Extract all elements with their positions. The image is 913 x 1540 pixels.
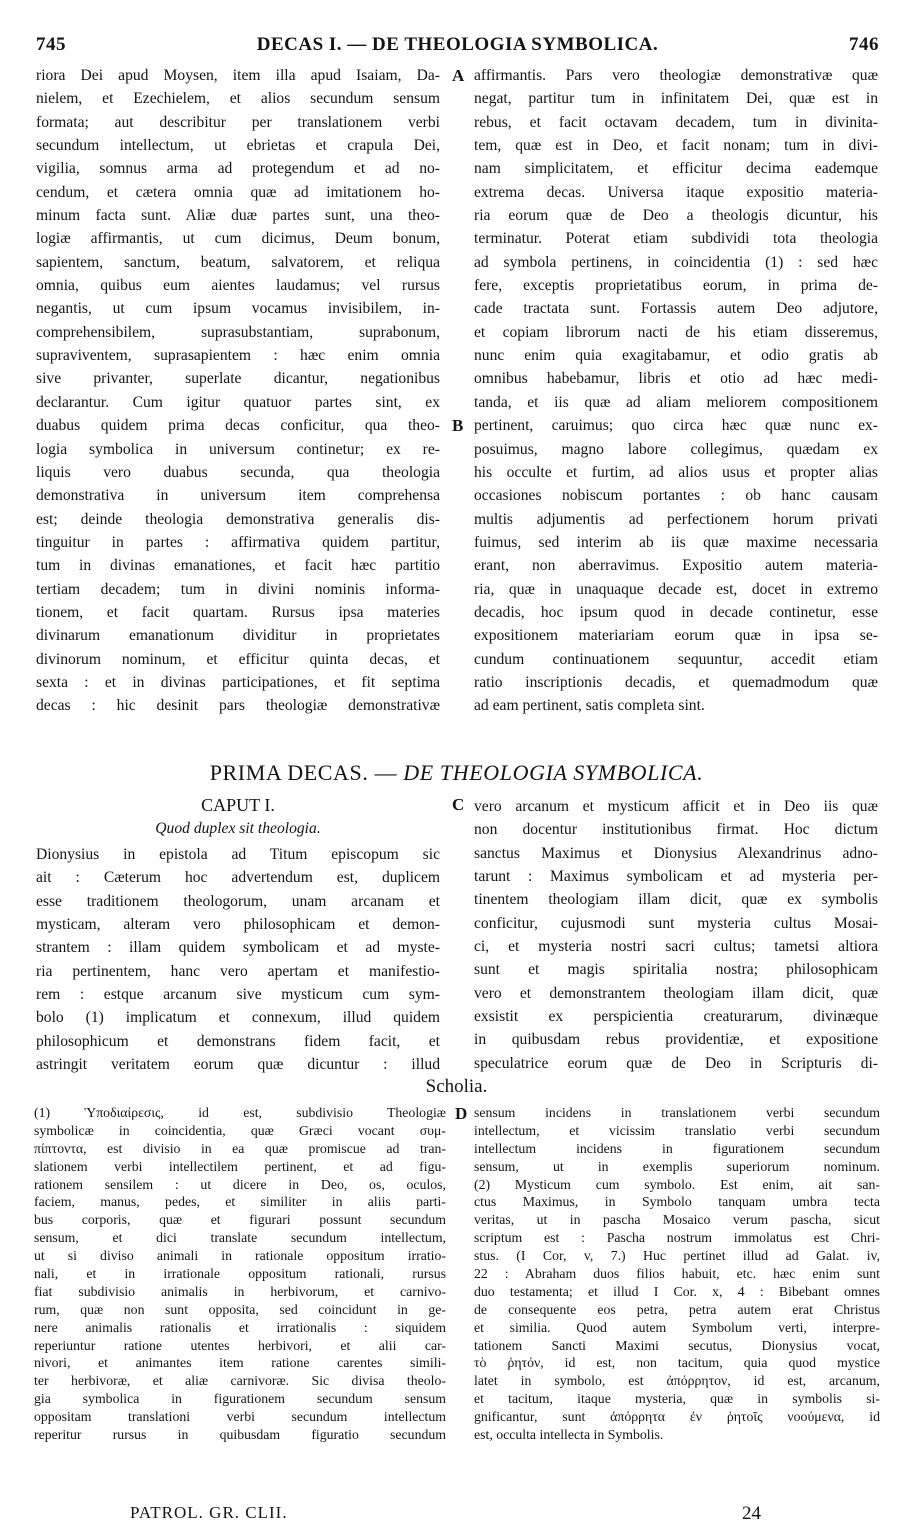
text-line: secundum intellectum, ut ebrietas et crapula Dei,: [36, 137, 440, 155]
chapter-right-column: [474, 795, 878, 1075]
scholia-left-column: [34, 1104, 446, 1444]
text-line: tem, quæ est in Deo, et facit nonam; tum in divi-: [474, 137, 878, 155]
text-line: mysticam, alteram vero philosophicam et demon-: [36, 916, 440, 934]
text-line: ratio inscriptionis decadis, et quemadmodum quæ: [474, 673, 878, 691]
text-line: latet in symbolo, est ἀπόρρητον, id est, arcanum,: [474, 1373, 880, 1389]
text-line: divinarum emanationum dividitur in proprietates: [36, 627, 440, 645]
text-line: duo testamenta; et illud I Cor. x, 4 : Bibebant omnes: [474, 1283, 880, 1299]
footer-signature: 24: [742, 1503, 761, 1524]
text-line: gnificantur, sunt ἀπόρρητα ἐν ῥητοῖς νοούμενα, id: [474, 1409, 880, 1425]
text-line: nali, et in irrationale oppositum rationali, rursus: [34, 1266, 446, 1282]
text-line: divinorum nominum, et efficitur quinta decas, et: [36, 650, 440, 668]
text-line: declarantur. Cum igitur quatuor partes sint, ex: [36, 393, 440, 411]
text-line: philosophicum et demonstrans fidem facit, et: [36, 1032, 440, 1050]
text-line: cundum continuationem sequuntur, accedit etiam: [474, 650, 878, 668]
scholia-right-column: [474, 1104, 880, 1444]
text-line: et similia. Quod autem Symbolum verti, interpre-: [474, 1319, 880, 1335]
text-line: sensum, et dici translate secundum intellectum,: [34, 1230, 446, 1246]
text-line: demonstrativa in universum item comprehensa: [36, 487, 440, 505]
text-line: (1) Ὑποδιαίρεσις, id est, subdivisio Theologiæ: [34, 1105, 446, 1120]
text-line: in quibusdam rebus providentiæ, et expositione: [474, 1031, 878, 1049]
text-line: ria pertinentem, hanc vero apertam et manifestio-: [36, 962, 440, 980]
text-line: ria eorum quæ de Deo a theologis dicuntur, his: [474, 207, 878, 225]
chapter-subtitle: Quod duplex sit theologia.: [155, 820, 321, 837]
margin-marker-d: D: [455, 1104, 468, 1123]
text-line: stus. (I Cor, v, 7.) Huc pertinet illud ad Galat. iv,: [474, 1248, 880, 1264]
text-line: strantem : illam quidem symbolicam et ad myste-: [36, 939, 440, 957]
text-line: ait : Cæterum hoc advertendum est, duplicem: [36, 869, 440, 887]
text-line: pertinent, caruimus; quo circa hæc quæ nunc ex-: [474, 417, 878, 435]
footer-collection: PATROL. GR. CLII.: [130, 1503, 288, 1522]
text-line: decadis, hoc ipsum quod in decade continetur, esse: [474, 603, 878, 621]
text-line: exsistit ex perspicientia creaturarum, divinæque: [474, 1008, 878, 1026]
text-line: faciem, manus, pedes, et similiter in aliis parti-: [34, 1194, 446, 1210]
text-line: non docentur institutionibus firmat. Hoc dictum: [474, 821, 878, 839]
text-line: posuimus, magno labore collegimus, quædam ex: [474, 440, 878, 458]
text-line: cade tractata sunt. Fortassis autem Deo adjutore,: [474, 300, 878, 318]
text-line: ad symbola pertinens, in coincidentia (1) : sed hæc: [474, 253, 878, 271]
text-line: sapientem, sanctum, beatum, salvatorem, et reliqua: [36, 253, 440, 271]
text-line: nivori, et animantes item ratione carentes simili-: [34, 1355, 446, 1371]
text-line: minum facta sunt. Aliæ duæ partes sunt, una theo-: [36, 207, 440, 225]
text-line: duabus quidem prima decas conficitur, qua theo-: [36, 417, 440, 435]
text-line: decas : hic desinit pars theologiæ demonstrativæ: [36, 697, 440, 715]
text-line: riora Dei apud Moysen, item illa apud Isaiam, Da-: [36, 67, 440, 84]
text-line: sanctus Maximus et Dionysius Alexandrinus adno-: [474, 844, 878, 862]
text-line: conficitur, cujusmodi sunt mysteria cultus Mosai-: [474, 914, 878, 932]
text-line: tionem, et facit quartam. Rursus ipsa materies: [36, 603, 440, 621]
margin-marker-a: A: [452, 66, 465, 85]
text-line: sive privanter, superlate dicantur, negationibus: [36, 370, 440, 388]
text-line: rebus, et facit octavam decadem, tum in divinita-: [474, 113, 878, 131]
upper-left-column: [36, 64, 440, 718]
section-title: [0, 760, 913, 786]
text-line: (2) Mysticum cum symbolo. Est enim, ait san-: [474, 1176, 880, 1192]
text-line: nam simplicitatem, et efficitur decima eademque: [474, 160, 878, 178]
section-title-italic: DE THEOLOGIA SYMBOLICA.: [403, 760, 704, 785]
chapter-left-column: [36, 843, 440, 1076]
text-line: negantis, ut cum ipsum vocamus invisibilem, in-: [36, 300, 440, 318]
text-line: his occulte et furtim, ad alios usus et propter alias: [474, 463, 878, 481]
text-line: liquis vero duabus secunda, qua theologia: [36, 463, 440, 481]
text-line: ctus Maximus, in Symbolo tanquam umbra tecta: [474, 1194, 880, 1210]
text-line: est, occulta intellecta in Symbolis.: [474, 1427, 664, 1443]
text-line: expositionem materiariam eorum quæ in ipsa se-: [474, 627, 878, 645]
text-line: tationem Sancti Maximi secutus, Dionysius vocat,: [474, 1337, 880, 1353]
scholia-heading: Scholia.: [425, 1076, 488, 1097]
text-line: omnibus habebamur, libris et otio ad hæc medi-: [474, 370, 878, 388]
text-line: ad eam pertinent, satis completa sint.: [474, 697, 705, 715]
text-line: ria, quæ in unaquaque decade est, docet in extremo: [474, 580, 878, 598]
text-line: negat, partitur tum in infinitatem Dei, quæ est in: [474, 90, 878, 108]
chapter-heading: CAPUT I.: [201, 795, 275, 815]
page-number-right: 746: [849, 34, 879, 55]
text-line: nielem, et Ezechielem, et alios secundum sensum: [36, 90, 440, 108]
text-line: nunc enim quia exagitabamur, et odio gratis ab: [474, 347, 878, 365]
text-line: rationem sensilem : ut dicere in Deo, os, oculos,: [34, 1176, 446, 1192]
text-line: sexta : et in divinas participationes, et fit septima: [36, 673, 440, 691]
text-line: reperiuntur ratione utentes herbivori, et alii car-: [34, 1337, 446, 1353]
text-line: vigilia, somnus arma ad protegendum et ad no-: [36, 160, 440, 178]
margin-marker-b: B: [452, 416, 464, 435]
text-line: tum in divinas emanationes, et facit hæc partitio: [36, 557, 440, 575]
text-line: gia symbolica in figurationem secundum sensum: [34, 1391, 446, 1407]
text-line: speculatrice eorum quæ de Deo in Scripturis di-: [474, 1054, 878, 1072]
text-line: occasiones nobiscum portantes : ob hanc causam: [474, 487, 878, 505]
text-line: terminatur. Poterat etiam subdividi tota theologia: [474, 230, 878, 248]
text-line: πίπτοντα, est divisio in ea quæ promiscue ad tran-: [34, 1140, 446, 1156]
text-line: tinguitur in partes : affirmativa quidem partitur,: [36, 533, 440, 551]
text-line: multis adjumentis ad perfectionem horum privati: [474, 510, 878, 528]
running-title: DECAS I. — DE THEOLOGIA SYMBOLICA.: [256, 34, 659, 55]
text-line: de consequente eos petra, petra autem erat Christus: [474, 1301, 880, 1317]
text-line: nere animalis rationalis et irrationalis : siquidem: [34, 1319, 446, 1335]
text-line: et tacitum, itaque mysteria, quæ in symbolis si-: [474, 1391, 880, 1407]
text-line: supraviventem, suprasapientem : hæc enim omnia: [36, 347, 440, 365]
margin-marker-c: C: [452, 795, 465, 814]
text-line: vero arcanum et mysticum afficit et in Deo iis quæ: [474, 798, 878, 815]
text-line: bolo (1) implicatum et connexum, illud quidem: [36, 1009, 440, 1027]
text-line: veritas, ut in pascha Mosaico verum pascha, sicut: [474, 1212, 880, 1228]
text-line: Dionysius in epistola ad Titum episcopum sic: [36, 846, 440, 863]
text-line: τὸ ῥητόν, id est, non tacitum, quia quod mystice: [474, 1355, 880, 1371]
text-line: intellectum, et vicissim translatio verbi secundum: [474, 1122, 880, 1138]
text-line: intellectum incidens in figurationem secundum: [474, 1140, 880, 1156]
text-line: tarunt : Maximus symbolicam et ad mysteria per-: [474, 868, 878, 886]
upper-right-column: [474, 64, 878, 718]
text-line: logia symbolica in universum continetur; ex re-: [36, 440, 440, 458]
text-line: sensum incidens in translationem verbi secundum: [474, 1105, 880, 1120]
text-line: extrema decas. Universa itaque expositio materia-: [474, 183, 878, 201]
text-line: tinentem theologiam illam dicit, quæ ex symbolis: [474, 891, 878, 909]
text-line: rem : estque arcanum sive mysticum cum sym-: [36, 986, 440, 1004]
text-line: esse traditionem theologorum, unam arcanam et: [36, 892, 440, 910]
page-header: [36, 34, 879, 60]
text-line: fiat subdivisio animalis in herbivorum, et carnivo-: [34, 1283, 446, 1299]
text-line: vero et demonstrantem theologiam illam dicit, quæ: [474, 984, 878, 1002]
text-line: cendum, et cætera omnia quæ ad imitationem ho-: [36, 183, 440, 201]
text-line: ter herbivoræ, et aliæ carnivoræ. Sic divisa theolo-: [34, 1373, 446, 1389]
text-line: tertiam decadem; tum in divini nominis informa-: [36, 580, 440, 598]
text-line: ci, et mysteria nostri sacri cultus; tametsi altiora: [474, 938, 878, 956]
text-line: reperitur rursus in quibusdam figuratio secundum: [34, 1427, 446, 1443]
text-line: est; deinde theologia demonstrativa generalis dis-: [36, 510, 440, 528]
text-line: scriptum est : Pascha nostrum immolatus est Chri-: [474, 1230, 880, 1246]
text-line: comprehensibilem, suprasubstantiam, suprabonum,: [36, 323, 440, 341]
text-line: erant, non aberravimus. Expositio autem materia-: [474, 557, 878, 575]
text-line: fuimus, sed interim ab iis quæ maxime necessaria: [474, 533, 878, 551]
text-line: omnia, quibus eum aientes laudamus; vel rursus: [36, 277, 440, 295]
text-line: fere, exceptis proprietatibus eorum, in prima de-: [474, 277, 878, 295]
text-line: 22 : Abraham duos filios habuit, etc. hæc enim sunt: [474, 1266, 880, 1282]
text-line: affirmantis. Pars vero theologiæ demonstrativæ quæ: [474, 67, 878, 84]
text-line: sensum, ut in exemplis superiorum nominum.: [474, 1158, 880, 1174]
text-line: sunt et magis spiritalia nostra; philosophicam: [474, 961, 878, 979]
text-line: oppositam translationi verbi secundum intellectum: [34, 1409, 446, 1425]
text-line: astringit veritatem eorum quæ dicuntur : illud: [36, 1056, 440, 1074]
section-title-main: PRIMA DECAS. —: [209, 760, 404, 785]
page-number-left: 745: [36, 34, 66, 55]
text-line: rum, quæ non sunt opposita, sed coincidunt in ge-: [34, 1301, 446, 1317]
text-line: logiæ affirmantis, ut cum dicimus, Deum bonum,: [36, 230, 440, 248]
text-line: slationem verbi intellectilem pertinent, et ad figu-: [34, 1158, 446, 1174]
text-line: ut si diviso animali in rationale oppositum irratio-: [34, 1248, 446, 1264]
text-line: formata; aut describitur per translationem verbi: [36, 113, 440, 131]
text-line: tanda, et iis quæ ad aliam meliorem compositionem: [474, 393, 878, 411]
text-line: bus corporis, quæ et figurari possunt secundum: [34, 1212, 446, 1228]
text-line: et copiam librorum nacti de his etiam disseremus,: [474, 323, 878, 341]
text-line: symbolicæ in coincidentia, quæ Græci vocant συμ-: [34, 1122, 446, 1138]
